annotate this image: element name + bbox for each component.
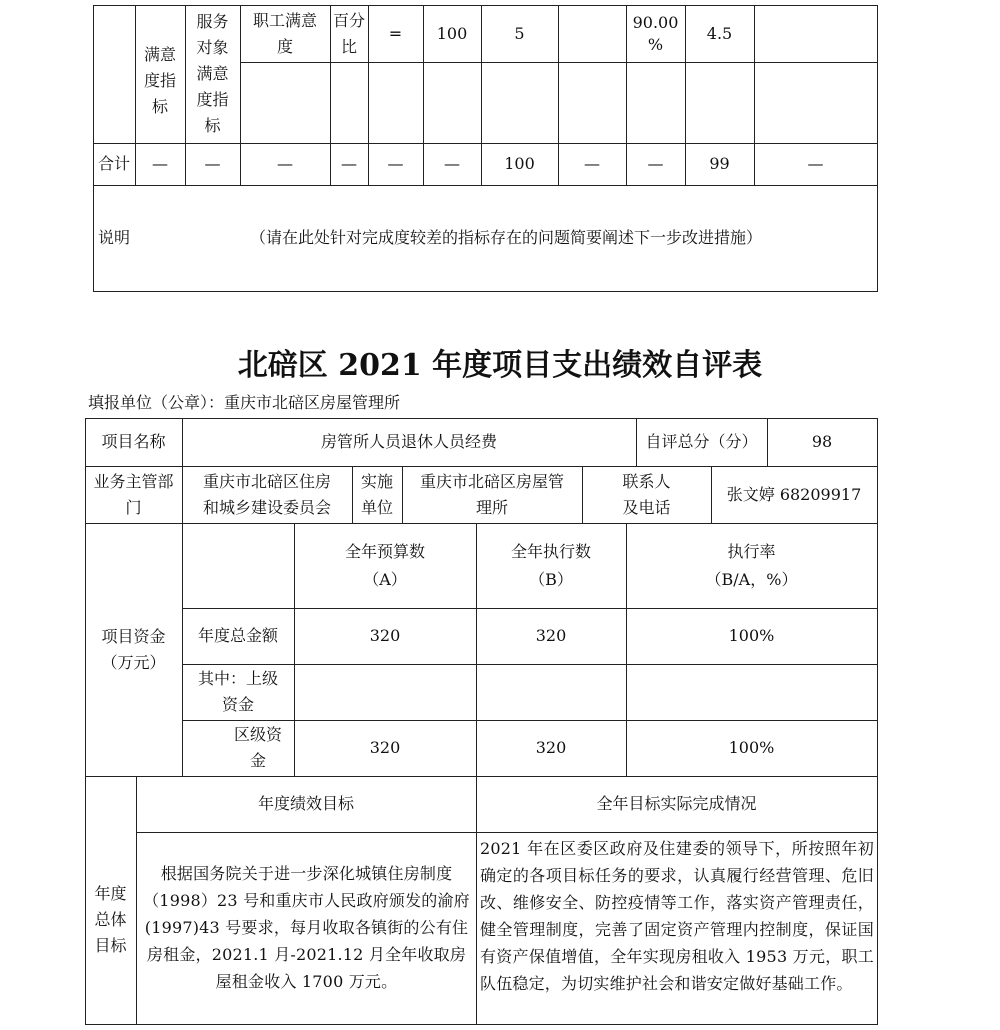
contact: 张文婷 68209917 xyxy=(726,484,862,504)
goals-label: 年度 总体 目标 xyxy=(94,884,127,955)
dash-cell: — xyxy=(444,154,460,173)
actual-text: 2021 年在区委区政府及住建委的领导下，所按照年初确定的各项目标任务的要求，认真履行经营管理、危旧改、维修安全、防控疫情等工作，落实资产管理责任，健全管理制度，完善了固定资产管理内控制度，保证国有资产保值增值，全年实现房租收入 1953 万元，职工队伍稳定，为切实维护社会和谐安定做好基础工作。 xyxy=(480,839,874,993)
dash-cell: — xyxy=(341,154,357,173)
dash-cell: — xyxy=(387,154,404,173)
dash-cell: — xyxy=(277,154,293,173)
row-district-rate: 100% xyxy=(728,738,775,757)
row-total-rate: 100% xyxy=(728,626,775,645)
col-rate: 执行率 （B/A，%） xyxy=(705,541,798,589)
self-score: 98 xyxy=(811,432,833,451)
target-value-cell: 100 xyxy=(436,23,468,43)
row-total-budget: 320 xyxy=(369,626,401,645)
satisfaction-group-cell: 满意 度指 标 xyxy=(143,45,176,116)
total-label: 合计 xyxy=(97,154,130,173)
filler-unit: 填报单位（公章）：重庆市北碚区房屋管理所 xyxy=(88,393,401,412)
page-title: 北碚区 2021 年度项目支出绩效自评表 xyxy=(237,348,763,383)
dept-label: 业务主管部 门 xyxy=(93,471,174,517)
col-exec: 全年执行数 （B） xyxy=(510,541,591,589)
goal-text: 根据国务院关于进一步深化城镇住房制度（1998）23 号和重庆市人民政府颁发的渝府(1997)43 号要求，每月收取各镇街的公有住房租金，2021.1 月-2021.12 月全年收取房屋租金收入 1700 万元。 xyxy=(143,864,470,991)
col-goal: 年度绩效目标 xyxy=(257,794,354,813)
total-weight-cell: 100 xyxy=(504,154,535,173)
col-budget: 全年预算数 （A） xyxy=(344,541,425,589)
row-upper-budget xyxy=(294,664,476,720)
row-upper-exec xyxy=(476,664,626,720)
indicator-cell: 职工满意 度 xyxy=(252,10,317,56)
service-target-cell: 服务 对象 满意 度指 标 xyxy=(196,12,229,135)
total-score-cell: 99 xyxy=(709,154,730,173)
impl-unit: 重庆市北碚区房屋管 理所 xyxy=(419,471,564,517)
row-upper-rate xyxy=(626,664,877,720)
dash-cell: — xyxy=(204,154,221,173)
dept: 重庆市北碚区住房 和城乡建设委员会 xyxy=(202,471,331,517)
project-name: 房管所人员退休人员经费 xyxy=(320,432,497,451)
self-score-label: 自评总分（分） xyxy=(645,432,758,451)
score-cell: 4.5 xyxy=(706,23,733,43)
row-total-label: 年度总金额 xyxy=(197,626,278,645)
row-total-exec: 320 xyxy=(535,626,567,645)
col-actual: 全年目标实际完成情况 xyxy=(596,794,757,813)
impl-label: 实施 单位 xyxy=(360,471,393,517)
funds-label: 项目资金 （万元） xyxy=(101,626,166,672)
row-district-exec: 320 xyxy=(535,738,567,757)
unit-cell: 百分 比 xyxy=(332,10,365,56)
operator-cell: = xyxy=(388,23,403,43)
dash-cell: — xyxy=(647,154,664,173)
weight-cell: 5 xyxy=(514,23,525,43)
project-name-label: 项目名称 xyxy=(101,432,166,451)
dash-cell: — xyxy=(584,154,600,173)
row-upper-label: 其中：上级 资金 xyxy=(197,669,278,714)
row-district-budget: 320 xyxy=(369,738,401,757)
dash-cell: — xyxy=(152,154,168,173)
row-district-label: 区级资 金 xyxy=(233,725,282,770)
note-label: 说明 xyxy=(97,228,130,247)
dash-cell: — xyxy=(807,154,824,173)
contact-label: 联系人 及电话 xyxy=(622,471,671,517)
note-text: （请在此处针对完成度较差的指标存在的问题简要阐述下一步改进措施） xyxy=(249,228,762,247)
actual-value-cell: 90.00 % xyxy=(632,12,679,54)
